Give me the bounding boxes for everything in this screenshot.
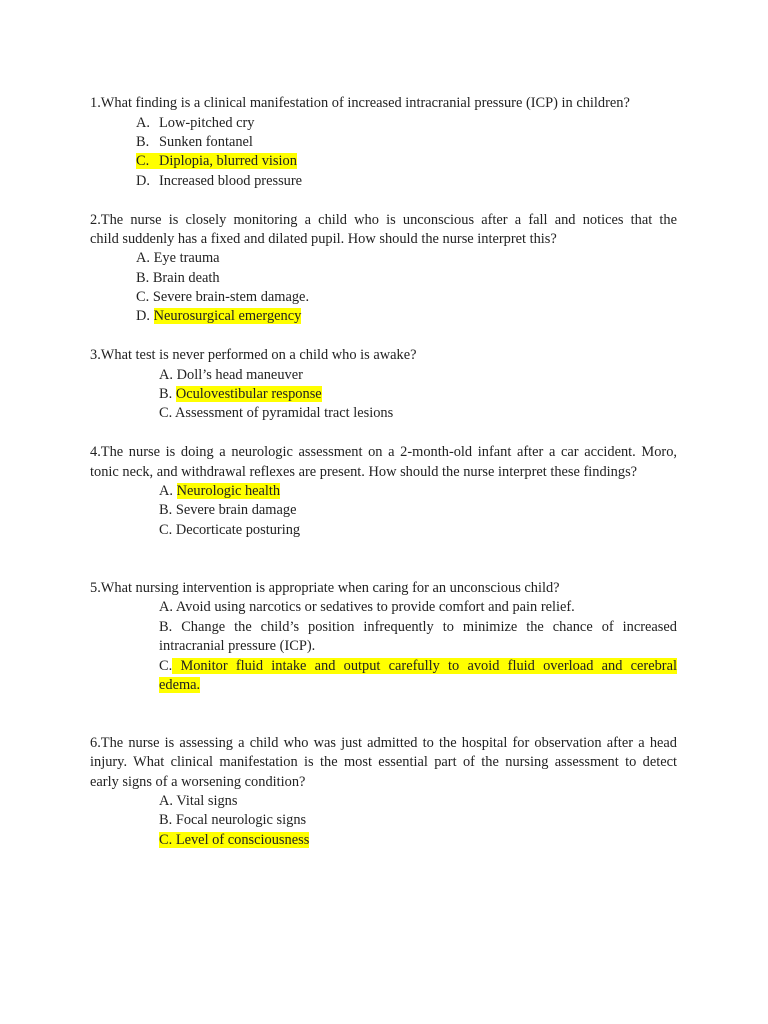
question-5-option-b <box>159 618 677 637</box>
option-highlighted: C. Level of consciousness <box>159 832 310 848</box>
option-text: Sunken fontanel <box>159 134 253 150</box>
question-4-stem-line-2: tonic neck, and withdrawal reflexes are present. How should the nurse interpret these findings? <box>90 464 638 480</box>
question-5-option-c-continuation <box>159 676 200 695</box>
option-text: Assessment of pyramidal tract lesions <box>175 405 394 421</box>
option-letter: B. <box>159 619 173 635</box>
question-6-stem-line-1: 6.The nurse is assessing a child who was just admitted to the hospital for observation after a head <box>90 735 677 751</box>
option-text-highlighted: Diplopia, blurred vision <box>159 153 297 169</box>
option-text-highlighted: edema. <box>159 677 201 693</box>
option-text: Increased blood pressure <box>159 173 303 189</box>
option-text: Doll’s head maneuver <box>176 367 303 383</box>
question-1-option-c <box>136 152 297 171</box>
option-text: Vital signs <box>176 793 238 809</box>
option-letter: C. <box>159 405 173 421</box>
question-5-stem-line-1: 5.What nursing intervention is appropriate when caring for an unconscious child? <box>90 580 560 596</box>
question-2-stem-line-1: 2.The nurse is closely monitoring a child who is unconscious after a fall and notices that the <box>90 212 677 228</box>
question-5-option-a <box>159 598 575 617</box>
question-5-option-c <box>159 657 677 676</box>
question-1-option-d <box>136 172 302 191</box>
option-text: Low-pitched cry <box>159 115 255 131</box>
question-3-option-b <box>159 385 322 404</box>
question-6-stem-line-2: injury. What clinical manifestation is the most essential part of the nursing assessment to detect <box>90 754 677 770</box>
option-text: Severe brain-stem damage. <box>152 289 310 305</box>
option-letter: B. <box>136 134 150 150</box>
option-letter: A. <box>159 793 173 809</box>
question-6-option-a <box>159 792 237 811</box>
question-2-option-d <box>136 307 301 326</box>
question-4-option-c <box>159 521 300 540</box>
question-4-option-b <box>159 501 296 520</box>
option-text: Decorticate posturing <box>175 522 301 538</box>
option-letter: A. <box>159 599 173 615</box>
question-6-stem-line-3: early signs of a worsening condition? <box>90 774 306 790</box>
question-2-option-a <box>136 249 220 268</box>
option-text-highlighted: Neurologic health <box>176 483 281 499</box>
question-6-option-c <box>159 831 309 850</box>
question-1-option-a <box>136 114 255 133</box>
option-letter: B. <box>159 502 173 518</box>
option-letter: A. <box>136 115 150 131</box>
question-3-stem-line-1: 3.What test is never performed on a child who is awake? <box>90 347 417 363</box>
option-text-highlighted: Neurosurgical emergency <box>153 308 302 324</box>
option-letter: C. <box>136 289 150 305</box>
option-text-highlighted: Oculovestibular response <box>175 386 322 402</box>
option-letter: B. <box>159 812 173 828</box>
option-text: Brain death <box>152 270 220 286</box>
option-letter: D. <box>136 173 150 189</box>
option-letter: D. <box>136 308 150 324</box>
option-text: Severe brain damage <box>175 502 297 518</box>
question-4-stem-line-1: 4.The nurse is doing a neurologic assessment on a 2-month-old infant after a car accident. Moro, <box>90 444 677 460</box>
question-3-option-c <box>159 404 393 423</box>
option-text: Change the child’s position infrequently to minimize the chance of increased <box>181 619 677 635</box>
option-letter: B. <box>159 386 173 402</box>
question-5-option-b-continuation: intracranial pressure (ICP). <box>159 638 316 654</box>
question-3-option-a <box>159 366 303 385</box>
question-1-option-b <box>136 133 253 152</box>
option-letter: B. <box>136 270 150 286</box>
question-2-stem-line-2: child suddenly has a fixed and dilated pupil. How should the nurse interpret this? <box>90 231 557 247</box>
question-6-option-b <box>159 811 306 830</box>
option-text: Eye trauma <box>153 250 220 266</box>
question-2-option-b <box>136 269 220 288</box>
option-letter: A. <box>159 367 173 383</box>
question-2-option-c <box>136 288 309 307</box>
question-1-stem-line-1: 1.What finding is a clinical manifestation of increased intracranial pressure (ICP) in children? <box>90 95 630 111</box>
option-text: Avoid using narcotics or sedatives to provide comfort and pain relief. <box>175 599 575 615</box>
option-letter: C. <box>159 522 173 538</box>
option-letter: C. <box>136 153 150 169</box>
option-letter: A. <box>136 250 150 266</box>
option-letter: A. <box>159 483 173 499</box>
option-text: Focal neurologic signs <box>175 812 307 828</box>
option-text-highlighted: Monitor fluid intake and output carefully to avoid fluid overload and cerebral <box>172 658 677 674</box>
option-letter: C. <box>159 658 173 674</box>
question-4-option-a <box>159 482 280 501</box>
